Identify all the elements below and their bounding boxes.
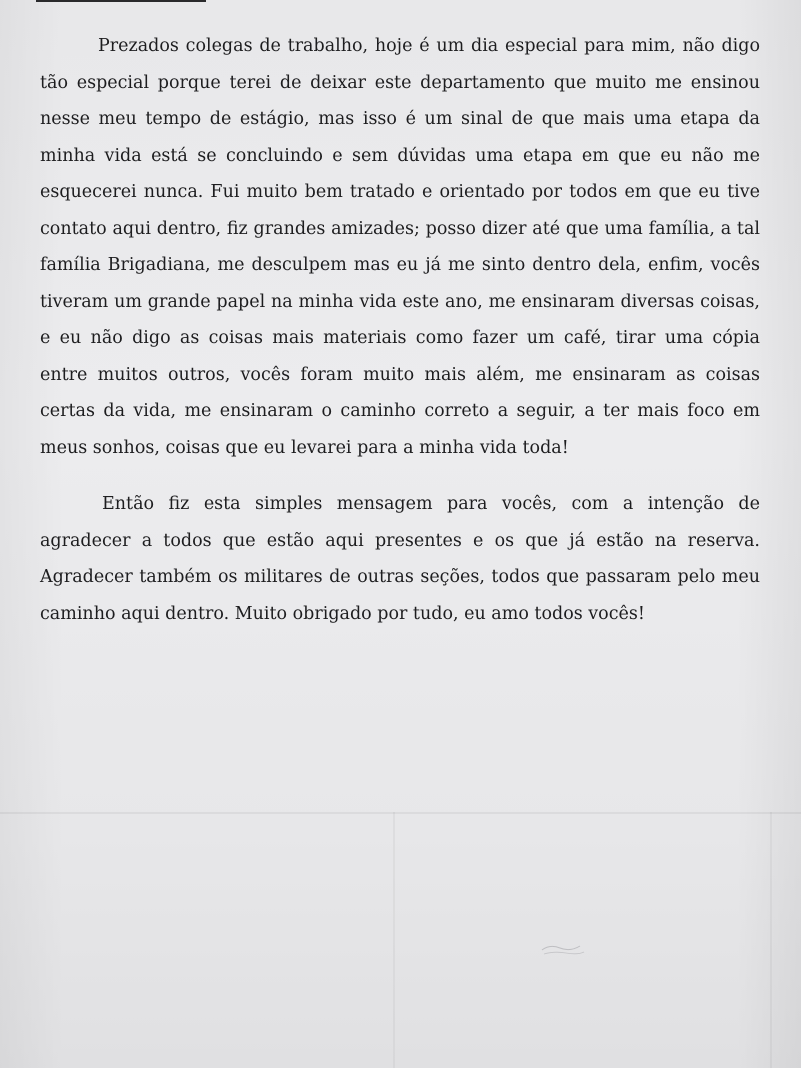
paper-fold-vertical <box>770 812 772 1068</box>
top-rule-line <box>36 0 206 2</box>
letter-paragraph-2: Então fiz esta simples mensagem para vocês, com a intenção de agradecer a todos que estão aqui presentes e os que já estão na reserva. Agradecer também os militares de outras seções, todos que passaram pelo meu caminho aqui dentro. Muito obrigado por tudo, eu amo todos vocês! <box>40 494 760 624</box>
letter-body <box>40 28 760 632</box>
pencil-smudge-mark <box>540 938 588 960</box>
paper-fold-horizontal <box>0 812 801 814</box>
paper-fold-vertical <box>393 812 395 1068</box>
letter-paragraph-1: Prezados colegas de trabalho, hoje é um dia especial para mim, não digo tão especial porque terei de deixar este departamento que muito me ensinou nesse meu tempo de estágio, mas isso é um sinal de que mais uma etapa da minha vida está se concluindo e sem dúvidas uma etapa em que eu não me esquecerei nunca. Fui muito bem tratado e orientado por todos em que eu tive contato aqui dentro, fiz grandes amizades; posso dizer até que uma família, a tal família Brigadiana, me desculpem mas eu já me sinto dentro dela, enfim, vocês tiveram um grande papel na minha vida este ano, me ensinaram diversas coisas, e eu não digo as coisas mais materiais como fazer um café, tirar uma cópia entre muitos outros, vocês foram muito mais além, me ensinaram as coisas certas da vida, me ensinaram o caminho correto a seguir, a ter mais foco em meus sonhos, coisas que eu levarei para a minha vida toda! <box>40 36 760 458</box>
